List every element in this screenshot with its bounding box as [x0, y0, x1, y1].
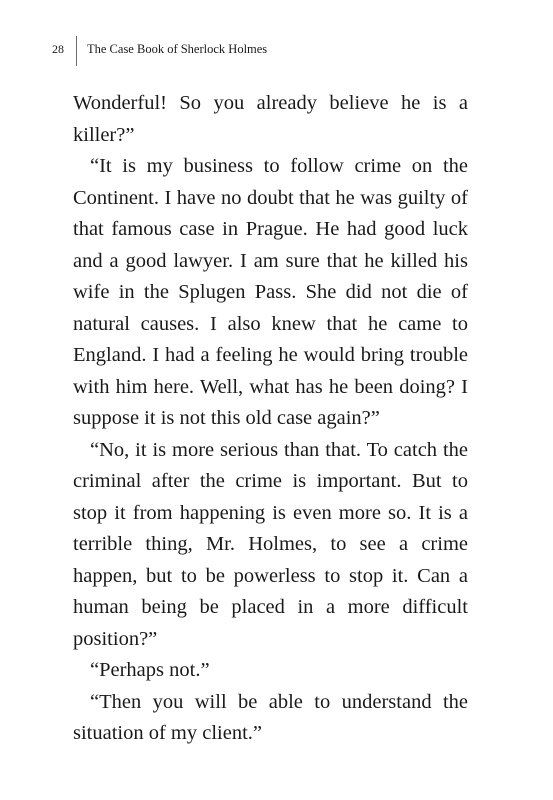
paragraph: Wonderful! So you already believe he is a killer?” [73, 92, 468, 146]
paragraph: “Then you will be able to understand the situation of my client.” [73, 690, 468, 744]
paragraph: “No, it is more serious than that. To catch the criminal after the crime is important. But to stop it from happening is even more so. It is a terrible thing, Mr. Holmes, to see a crime happen, but to be powerless to stop it. Can a human being be placed in a more difficult position?” [73, 438, 468, 650]
book-title: The Case Book of Sherlock Holmes [87, 42, 268, 56]
paragraph: “It is my business to follow crime on the Continent. I have no doubt that he was guilty of that famous case in Prague. He had good luck and a good lawyer. I am sure that he killed his wife in the Splugen Pass. She did not die of natural causes. I also knew that he came to England. I had a feeling he would bring trouble with him here. Well, what has he been doing? I suppose it is not this old case again?” [73, 155, 468, 429]
header-divider [76, 36, 77, 66]
page-number: 28 [52, 42, 64, 56]
body-text [73, 88, 468, 750]
paragraph: “Perhaps not.” [90, 659, 210, 681]
running-head [0, 36, 553, 66]
